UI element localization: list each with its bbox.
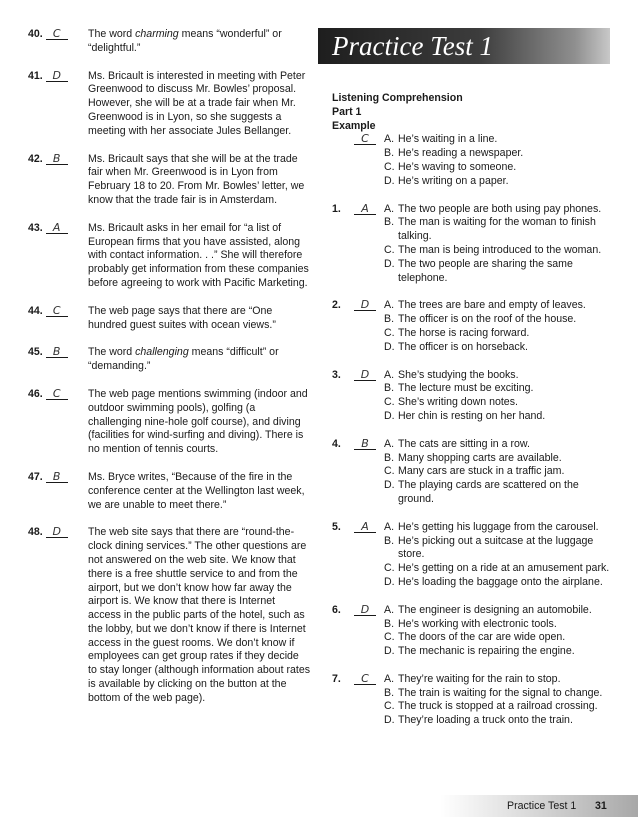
answer-option xyxy=(384,203,612,217)
answer-number xyxy=(28,526,88,705)
option-text: He’s getting on a ride at an amusement park. xyxy=(398,562,610,575)
example-answer-blank: C xyxy=(354,133,376,145)
section-banner xyxy=(318,28,610,64)
answer-number xyxy=(28,346,88,374)
option-letter: B. xyxy=(384,216,395,229)
question-answer-cell xyxy=(354,604,384,659)
answer-item xyxy=(28,526,310,705)
option-letter: C. xyxy=(384,631,395,644)
page-number: 31 xyxy=(595,800,607,812)
option-letter: A. xyxy=(384,299,395,312)
answer-option xyxy=(384,479,612,507)
answer-item xyxy=(28,70,310,139)
answer-explanation: The word challenging means “difficult” or “demanding.” xyxy=(88,346,279,373)
answer-number xyxy=(28,222,88,291)
answer-number-label: 43. xyxy=(28,221,43,234)
option-letter: D. xyxy=(384,575,395,588)
question-number: 4. xyxy=(332,437,341,450)
answer-explanation: Ms. Bricault asks in her email for “a list of European firms that you have assisted, along with contact information. . .” She will therefore probably get information from these companies before agreeing to work with Pacific Marketing. xyxy=(88,221,309,289)
option-text: The truck is stopped at a railroad crossing. xyxy=(398,700,598,713)
answer-number-label: 40. xyxy=(28,28,43,40)
answer-option xyxy=(384,299,612,313)
option-text: She’s studying the books. xyxy=(398,368,519,381)
option-text: He’s waving to someone. xyxy=(398,160,517,173)
answer-option xyxy=(384,562,612,576)
question-item xyxy=(332,604,612,659)
answer-choice: C xyxy=(46,388,68,400)
answer-option xyxy=(384,258,612,286)
option-text: The playing cards are scattered on the ground. xyxy=(398,479,579,505)
question-number: 3. xyxy=(332,368,341,381)
option-letter: A. xyxy=(384,672,395,685)
option-letter: D. xyxy=(384,257,395,270)
answer-option xyxy=(384,631,612,645)
option-text: The trees are bare and empty of leaves. xyxy=(398,299,586,312)
option-text: The man is waiting for the woman to finish talking. xyxy=(398,216,596,243)
answer-choice: D xyxy=(46,526,68,538)
question-item xyxy=(332,369,612,424)
answer-option xyxy=(384,673,612,687)
answer-explanation: The web page says that there are “One hundred guest suites with ocean views.” xyxy=(88,304,276,331)
answer-item xyxy=(28,28,310,56)
option-letter: D. xyxy=(384,409,395,422)
question-number: 1. xyxy=(332,202,341,215)
question-number: 5. xyxy=(332,520,341,533)
option-letter: C. xyxy=(384,160,395,173)
option-letter: C. xyxy=(384,465,395,478)
option-letter: B. xyxy=(384,534,395,547)
option-letter: D. xyxy=(384,645,395,658)
question-answer-blank: D xyxy=(354,604,376,616)
option-text: He’s picking out a suitcase at the luggage store. xyxy=(398,534,594,561)
answer-item xyxy=(28,471,310,512)
example-question xyxy=(332,133,612,188)
option-letter: A. xyxy=(384,368,395,381)
question-options xyxy=(384,438,612,507)
option-text: He’s reading a newspaper. xyxy=(398,147,524,160)
answer-choice: B xyxy=(46,471,68,483)
answer-option xyxy=(384,700,612,714)
question-number: 2. xyxy=(332,299,341,312)
answer-number xyxy=(28,471,88,512)
answer-item xyxy=(28,222,310,291)
option-text: They’re waiting for the rain to stop. xyxy=(398,672,561,685)
answer-number-label: 44. xyxy=(28,304,43,317)
answer-option xyxy=(384,369,612,383)
option-text: The train is waiting for the signal to change. xyxy=(398,686,603,699)
answer-option xyxy=(384,382,612,396)
question-answer-cell xyxy=(354,438,384,507)
question-options xyxy=(384,673,612,728)
option-text: He’s loading the baggage onto the airplane. xyxy=(398,575,603,588)
answer-option xyxy=(384,687,612,701)
answer-option xyxy=(384,714,612,728)
page-footer xyxy=(440,795,638,817)
answer-number xyxy=(28,153,88,208)
example-label: Example xyxy=(332,119,376,132)
option-letter: D. xyxy=(384,340,395,353)
answer-number-label: 41. xyxy=(28,69,43,82)
question-item xyxy=(332,438,612,507)
answer-option xyxy=(384,521,612,535)
answer-option xyxy=(384,576,612,590)
option-letter: B. xyxy=(384,617,395,630)
option-text: He’s getting his luggage from the carousel. xyxy=(398,520,599,533)
question-options xyxy=(384,203,612,286)
answer-option xyxy=(384,313,612,327)
question-answer-blank: C xyxy=(354,673,376,685)
answer-choice: C xyxy=(46,305,68,317)
option-text: The lecture must be exciting. xyxy=(398,382,534,395)
question-answer-cell xyxy=(354,521,384,590)
section-heading: Listening Comprehension xyxy=(332,92,463,104)
question-answer-blank: D xyxy=(354,299,376,311)
answer-explanation: The web page mentions swimming (indoor and outdoor swimming pools), golfing (a challenging nine-hole golf course), and diving (facilities for wind-surfing and diving). There is no mention of tennis courts. xyxy=(88,387,308,456)
option-text: Many cars are stuck in a traffic jam. xyxy=(398,465,565,478)
option-text: She’s writing down notes. xyxy=(398,396,518,409)
option-text: The two people are sharing the same telephone. xyxy=(398,257,573,284)
question-number: 7. xyxy=(332,672,341,685)
answer-explanation: Ms. Bricault says that she will be at the trade fair when Mr. Greenwood is in Lyon from February 18 to 20. From Mr. Bowles’ letter, we know that the trade fair is in Amsterdam. xyxy=(88,152,305,206)
option-letter: B. xyxy=(384,313,395,326)
question-answer-blank: A xyxy=(354,203,376,215)
answer-number-label: 45. xyxy=(28,346,43,359)
option-text: The man is being introduced to the woman. xyxy=(398,243,602,256)
option-letter: C. xyxy=(384,700,395,713)
option-letter: B. xyxy=(384,451,395,464)
answer-option xyxy=(384,244,612,258)
answer-item xyxy=(28,305,310,333)
option-letter: D. xyxy=(384,479,395,492)
option-letter: A. xyxy=(384,202,395,215)
option-letter: D. xyxy=(384,174,395,187)
answer-option xyxy=(384,133,523,147)
answer-option xyxy=(384,604,612,618)
option-letter: A. xyxy=(384,520,395,533)
question-item xyxy=(332,521,612,590)
option-letter: D. xyxy=(384,714,395,727)
answer-explanation: The web site says that there are “round-the-clock dining services.” The other questions are not answered on the web site. We know that there is a free shuttle service to and from the airport, but we don’t know how far away the airport is. We know that there is Internet access in the public parts of the hotel, such as the lobby, but we don’t know if there is Internet access in the guest rooms. We don’t know if employees can get group rates if they decide to stay longer (although information about rates is available by clicking on the button at the bottom of the web page). xyxy=(88,526,311,704)
option-letter: C. xyxy=(384,326,395,339)
answer-number xyxy=(28,28,88,56)
option-letter: B. xyxy=(384,382,395,395)
answer-option xyxy=(384,438,612,452)
option-letter: A. xyxy=(384,133,395,146)
question-options xyxy=(384,604,612,659)
answer-item xyxy=(28,346,310,374)
option-text: The mechanic is repairing the engine. xyxy=(398,645,575,658)
answer-option xyxy=(384,465,612,479)
option-letter: C. xyxy=(384,396,395,409)
question-answer-cell xyxy=(354,673,384,728)
question-answer-cell xyxy=(354,299,384,354)
answer-number-label: 46. xyxy=(28,387,43,400)
answer-number-label: 48. xyxy=(28,526,43,539)
answer-number-label: 47. xyxy=(28,470,43,483)
option-letter: A. xyxy=(384,603,395,616)
answer-choice: D xyxy=(46,70,68,82)
option-text: The doors of the car are wide open. xyxy=(398,631,566,644)
question-number: 6. xyxy=(332,603,341,616)
option-text: Her chin is resting on her hand. xyxy=(398,409,546,422)
question-options xyxy=(384,299,612,354)
option-text: The engineer is designing an automobile. xyxy=(398,603,592,616)
example-options xyxy=(384,133,523,188)
answer-option xyxy=(384,535,612,563)
answer-number-label: 42. xyxy=(28,152,43,165)
option-text: The cats are sitting in a row. xyxy=(398,437,530,450)
listening-section xyxy=(332,92,612,742)
answer-option xyxy=(384,452,612,466)
answer-option xyxy=(384,645,612,659)
option-letter: B. xyxy=(384,147,395,160)
option-text: Many shopping carts are available. xyxy=(398,451,562,464)
answer-option xyxy=(384,175,523,189)
answer-option xyxy=(384,618,612,632)
option-letter: C. xyxy=(384,562,395,575)
answer-explanation: Ms. Bryce writes, “Because of the fire in the conference center at the Wellington last week, we are unable to meet there.” xyxy=(88,470,305,511)
option-text: He’s waiting in a line. xyxy=(398,133,498,146)
question-options xyxy=(384,521,612,590)
answer-number xyxy=(28,70,88,139)
answer-choice: B xyxy=(46,153,68,165)
question-item xyxy=(332,673,612,728)
answer-explanation: The word charming means “wonderful” or “delightful.” xyxy=(88,28,282,54)
question-answer-blank: D xyxy=(354,369,376,381)
answer-explanations xyxy=(28,28,310,720)
answer-option xyxy=(384,147,523,161)
answer-option xyxy=(384,341,612,355)
question-options xyxy=(384,369,612,424)
question-item xyxy=(332,203,612,286)
option-letter: C. xyxy=(384,243,395,256)
answer-item xyxy=(28,153,310,208)
option-text: He’s working with electronic tools. xyxy=(398,617,557,630)
option-letter: A. xyxy=(384,437,395,450)
answer-choice: A xyxy=(46,222,68,234)
question-answer-blank: B xyxy=(354,438,376,450)
option-text: The officer is on the roof of the house. xyxy=(398,313,577,326)
option-letter: B. xyxy=(384,686,395,699)
answer-choice: B xyxy=(46,346,68,358)
option-text: The two people are both using pay phones. xyxy=(398,202,602,215)
answer-option xyxy=(384,161,523,175)
answer-option xyxy=(384,396,612,410)
answer-item xyxy=(28,388,310,457)
answer-option xyxy=(384,327,612,341)
option-text: They’re loading a truck onto the train. xyxy=(398,714,573,727)
question-answer-cell xyxy=(354,203,384,286)
answer-option xyxy=(384,216,612,244)
option-text: The officer is on horseback. xyxy=(398,340,528,353)
answer-number xyxy=(28,305,88,333)
footer-title: Practice Test 1 xyxy=(507,800,577,812)
banner-title: Practice Test 1 xyxy=(332,31,493,61)
question-answer-blank: A xyxy=(354,521,376,533)
part-label: Part 1 xyxy=(332,105,362,118)
question-answer-cell xyxy=(354,369,384,424)
option-text: The horse is racing forward. xyxy=(398,326,530,339)
question-list xyxy=(332,203,612,729)
answer-option xyxy=(384,410,612,424)
answer-number xyxy=(28,388,88,457)
answer-choice: C xyxy=(46,28,68,40)
answer-explanation: Ms. Bricault is interested in meeting with Peter Greenwood to discuss Mr. Bowles’ proposal. However, she will be at a trade fair when Mr. Greenwood is in Lyon, so she suggests a meeting with her associate Jules Bellanger. xyxy=(88,69,306,137)
question-item xyxy=(332,299,612,354)
option-text: He’s writing on a paper. xyxy=(398,174,509,187)
